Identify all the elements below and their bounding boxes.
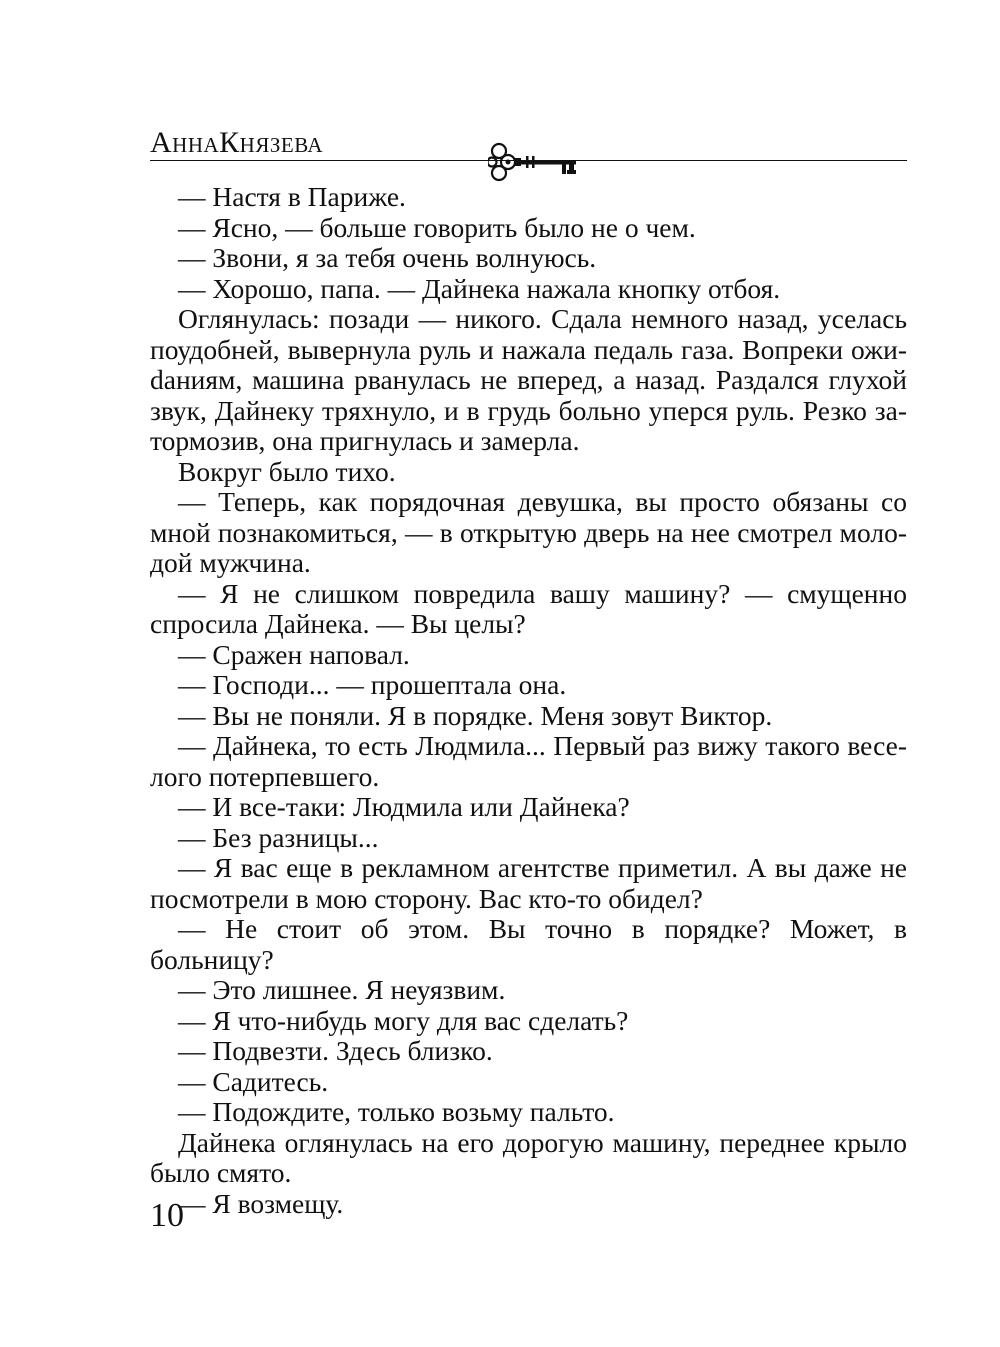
paragraph: — Без разницы...	[178, 821, 379, 853]
paragraph: — Это лишнее. Я неуязвим.	[178, 974, 506, 1005]
paragraph: Дайнека оглянулась на его дорогую машину, переднее крыло было смято.	[150, 1126, 907, 1188]
paragraph: — Дайнека, то есть Людмила... Первый раз вижу такого веселого потерпевшего.	[150, 730, 907, 792]
paragraph: — Я вас еще в рекламном агентстве приметил. А вы даже не посмотрели в мою сторону. Вас кто-то обидел?	[150, 852, 907, 914]
running-head-author: АннаКнязева	[150, 126, 324, 159]
body-text	[150, 182, 907, 1219]
paragraph: — Не стоит об этом. Вы точно в порядке? Может, в больницу?	[150, 913, 907, 975]
paragraph: — Вы не поняли. Я в порядке. Меня зовут Виктор.	[178, 699, 773, 731]
paragraph: — Я что-нибудь могу для вас сделать?	[178, 1004, 629, 1036]
key-icon	[488, 140, 588, 184]
paragraph: — Подождите, только возьму пальто.	[178, 1096, 615, 1127]
paragraph: — Садитесь.	[178, 1065, 329, 1097]
paragraph: — Настя в Париже.	[178, 181, 406, 212]
paragraph: — Ясно, — больше говорить было не о чем.	[178, 211, 696, 243]
paragraph: — Я возмещу.	[178, 1187, 344, 1219]
paragraph: — Господи... — прошептала она.	[178, 669, 567, 700]
page-number: 10	[150, 1197, 184, 1234]
paragraph: — Хорошо, папа. — Дайнека нажала кнопку отбоя.	[178, 272, 781, 304]
paragraph: Вокруг было тихо.	[178, 455, 396, 487]
paragraph: — Я не слишком повредила вашу машину? — смущенно спросила Дайнека. — Вы целы?	[150, 577, 907, 639]
paragraph: — Сражен наповал.	[178, 638, 410, 670]
paragraph: — Звони, я за тебя очень волнуюсь.	[178, 242, 597, 273]
paragraph: — И все-таки: Людмила или Дайнека?	[178, 791, 630, 822]
paragraph: Оглянулась: позади — никого. Сдала немного назад, уселась поудобней, вывернула руль и нажала педаль газа. Вопреки ожиdаниям, машина рванулась не вперед, а назад. Раздался глухой звук, Дайнеку тряхнуло, и в грудь больно уперся руль. Резко затормозив, она пригнулась и замерла.	[150, 303, 907, 456]
paragraph: — Теперь, как порядочная девушка, вы просто обязаны со мной познакомиться, — в открытую дверь на нее смотрел молодой мужчина.	[150, 486, 907, 578]
paragraph: — Подвезти. Здесь близко.	[178, 1035, 493, 1066]
